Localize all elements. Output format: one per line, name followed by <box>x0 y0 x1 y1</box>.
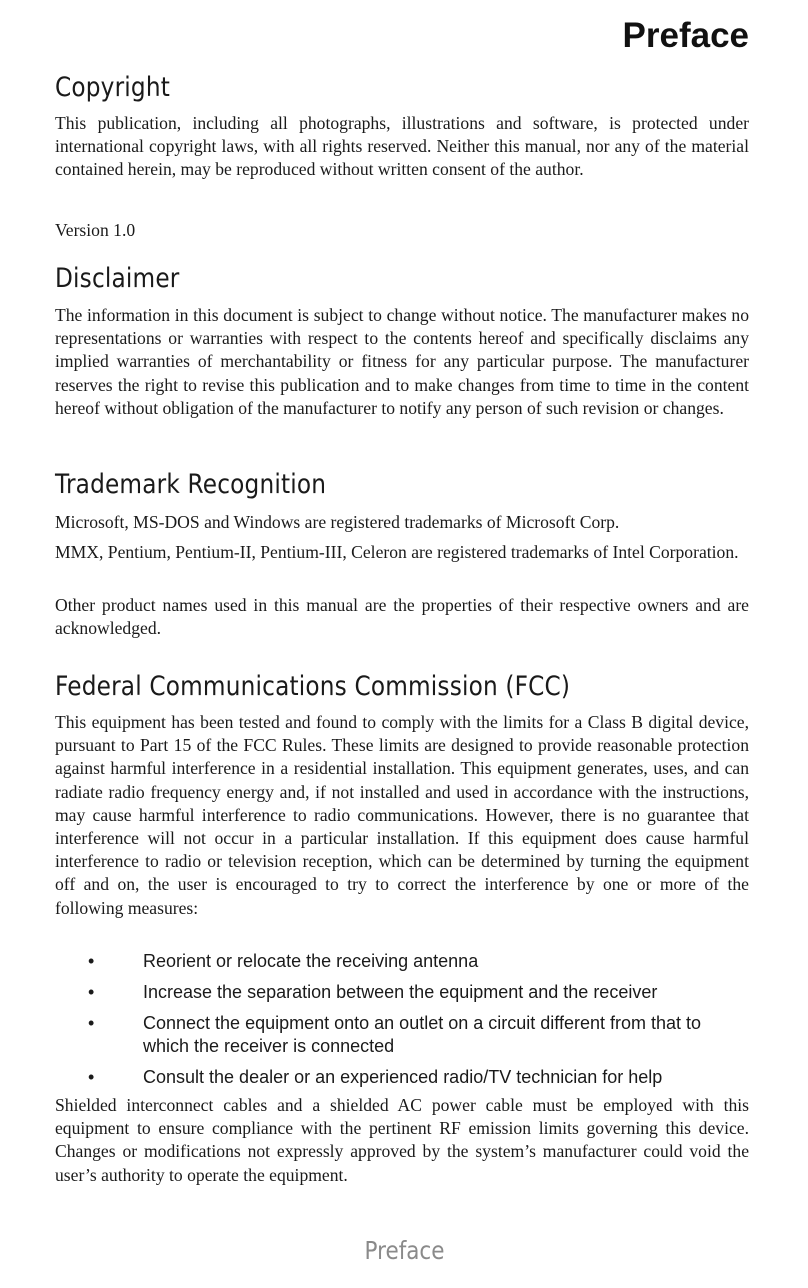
fcc-heading: Federal Communications Commission (FCC) <box>55 671 571 702</box>
bullet-icon: • <box>88 951 95 971</box>
fcc-paragraph: This equipment has been tested and found to comply with the limits for a Class B digital device, pursuant to Part 15 of the FCC Rules. These limits are designed to provide reasonable protection against harmful interference in a residential installation. This equipment generates, uses, and can radiate radio frequency energy and, if not installed and used in accordance with the instructions, may cause harmful interference to radio communications. However, there is no guarantee that interference will not occur in a particular installation. If this equipment does cause harmful interference to radio or television reception, which can be determined by turning the equipment off and on, the user is encouraged to try to correct the interference by one or more of the following measures: <box>55 712 749 918</box>
version-text: Version 1.0 <box>55 220 136 240</box>
copyright-paragraph: This publication, including all photographs, illustrations and software, is protected under international copyright laws, with all rights reserved. Neither this manual, nor any of the material contained herein, may be reproduced without written consent of the author. <box>55 113 749 180</box>
disclaimer-heading: Disclaimer <box>55 263 180 294</box>
list-item <box>55 1066 749 1089</box>
measure-text: Increase the separation between the equipment and the receiver <box>143 982 658 1002</box>
measure-text: Connect the equipment onto an outlet on a circuit different from that to which the receiver is connected <box>143 1013 702 1056</box>
bullet-icon: • <box>88 1067 95 1087</box>
list-item <box>55 950 749 973</box>
fcc-closing-paragraph: Shielded interconnect cables and a shielded AC power cable must be employed with this equipment to ensure compliance with the pertinent RF emission limits governing this device. Changes or modifications not expressly approved by the system’s manufacturer could void the user’s authority to operate the equipment. <box>55 1095 749 1185</box>
trademark-paragraph-1: Microsoft, MS-DOS and Windows are registered trademarks of Microsoft Corp. <box>55 512 620 532</box>
trademark-paragraph-2: MMX, Pentium, Pentium-II, Pentium-III, Celeron are registered trademarks of Intel Corporation. <box>55 542 739 562</box>
disclaimer-paragraph: The information in this document is subject to change without notice. The manufacturer makes no representations or warranties with respect to the contents hereof and specifically disclaims any implied warranties of merchantability or fitness for any particular purpose. The manufacturer reserves the right to revise this publication and to make changes from time to time in the content hereof without obligation of the manufacturer to notify any person of such revision or changes. <box>55 305 749 418</box>
page-header-title: Preface <box>622 16 749 55</box>
trademark-heading: Trademark Recognition <box>55 469 327 500</box>
measure-text: Consult the dealer or an experienced radio/TV technician for help <box>143 1067 663 1087</box>
trademark-paragraph-3: Other product names used in this manual are the properties of their respective owners and are acknowledged. <box>55 595 749 639</box>
fcc-measures-list <box>55 950 749 1097</box>
measure-text: Reorient or relocate the receiving antenna <box>143 951 479 971</box>
bullet-icon: • <box>88 1013 95 1033</box>
list-item <box>55 981 749 1004</box>
footer-label: Preface <box>364 1236 444 1265</box>
list-item <box>55 1012 749 1058</box>
bullet-icon: • <box>88 982 95 1002</box>
page-footer <box>0 1234 808 1268</box>
copyright-heading: Copyright <box>55 72 171 103</box>
